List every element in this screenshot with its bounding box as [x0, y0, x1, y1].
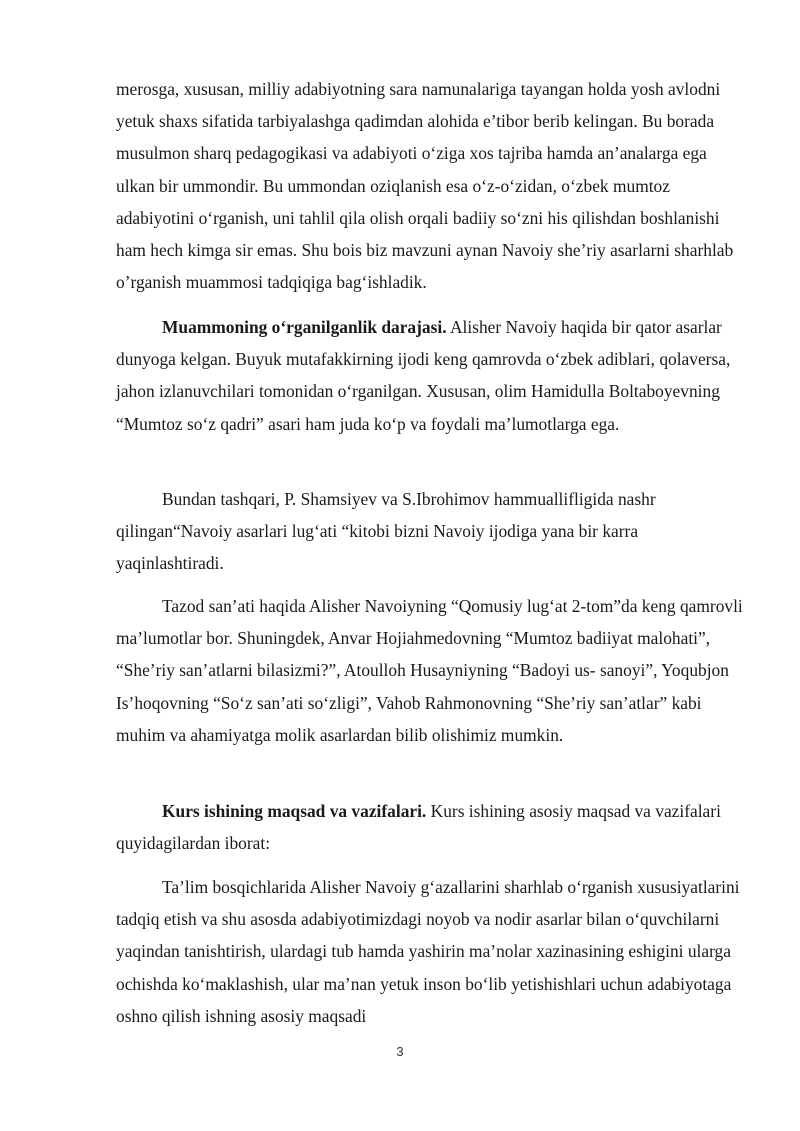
paragraph-6-text: Ta’lim bosqichlarida Alisher Navoiy g‘azallarini sharhlab o‘rganish xususiyatlarini tadqiq etish va shu asosda adabiyotimizdagi noyob va nodir asarlar bilan o‘quvchilarni yaqindan tanishtirish, ulardagi tub hamda yashirin ma’nolar xazinasining eshigini ularga ochishda ko‘maklashish, ular ma’nan yetuk inson bo‘lib yetishishlari uchun adabiyotaga oshno qilish ishning asosiy maqsadi	[116, 877, 740, 1026]
section-heading-research-level: Muammoning o‘rganilganlik darajasi.	[162, 317, 447, 337]
paragraph-4-text: Tazod san’ati haqida Alisher Navoiyning “Qomusiy lug‘at 2-tom”da keng qamrovli ma’lumotlar bor. Shuningdek, Anvar Hojiahmedovning “Mumtoz badiiyat malohati”, “She’riy san’atlarni bilasizmi?”, Atoulloh Husayniyning “Badoyi us- sanoyi”, Yoqubjon Is’hoqovning “So‘z san’ati so‘zligi”, Vahob Rahmonovning “She’riy san’atlar” kabi muhim va ahamiyatga molik asarlardan bilib olishimiz mumkin.	[116, 596, 743, 745]
paragraph-4	[116, 590, 746, 751]
paragraph-1-text: merosga, xususan, milliy adabiyotning sara namunalariga tayangan holda yosh avlodni yetuk shaxs sifatida tarbiyalashga qadimdan alohida e’tibor berib kelingan. Bu borada musulmon sharq pedagogikasi va adabiyoti o‘ziga xos tajriba hamda an’analarga ega ulkan bir ummondir. Bu ummondan oziqlanish esa o‘z-o‘zidan, o‘zbek mumtoz adabiyotini o‘rganish, uni tahlil qila olish orqali badiiy so‘zni his qilishdan boshlanishi ham hech kimga sir emas. Shu bois biz mavzuni aynan Navoiy she’riy asarlarni sharhlab o’rganish muammosi tadqiqiga bag‘ishladik.	[116, 79, 734, 293]
paragraph-3	[116, 483, 746, 580]
paragraph-5-text: Kurs ishining asosiy maqsad va vazifalari quyidagilardan iborat:	[116, 801, 721, 854]
paragraph-1	[116, 73, 746, 298]
section-heading-goals: Kurs ishining maqsad va vazifalari.	[162, 801, 427, 821]
paragraph-6	[116, 871, 746, 1032]
page-number: 3	[396, 1044, 404, 1059]
paragraph-3-text: Bundan tashqari, P. Shamsiyev va S.Ibrohimov hammuallifligida nashr qilingan“Navoiy asarlari lug‘ati “kitobi bizni Navoiy ijodiga yana bir karra yaqinlashtiradi.	[116, 489, 656, 574]
paragraph-2-text: Alisher Navoiy haqida bir qator asarlar dunyoga kelgan. Buyuk mutafakkirning ijodi keng qamrovda o‘zbek adiblari, qolaversa, jahon izlanuvchilari tomonidan o‘rganilgan. Xususan, olim Hamidulla Boltaboyevning “Mumtoz so‘z qadri” asari ham juda ko‘p va foydali ma’lumotlarga ega.	[116, 317, 731, 434]
paragraph-2	[116, 311, 746, 440]
paragraph-5	[116, 795, 746, 859]
